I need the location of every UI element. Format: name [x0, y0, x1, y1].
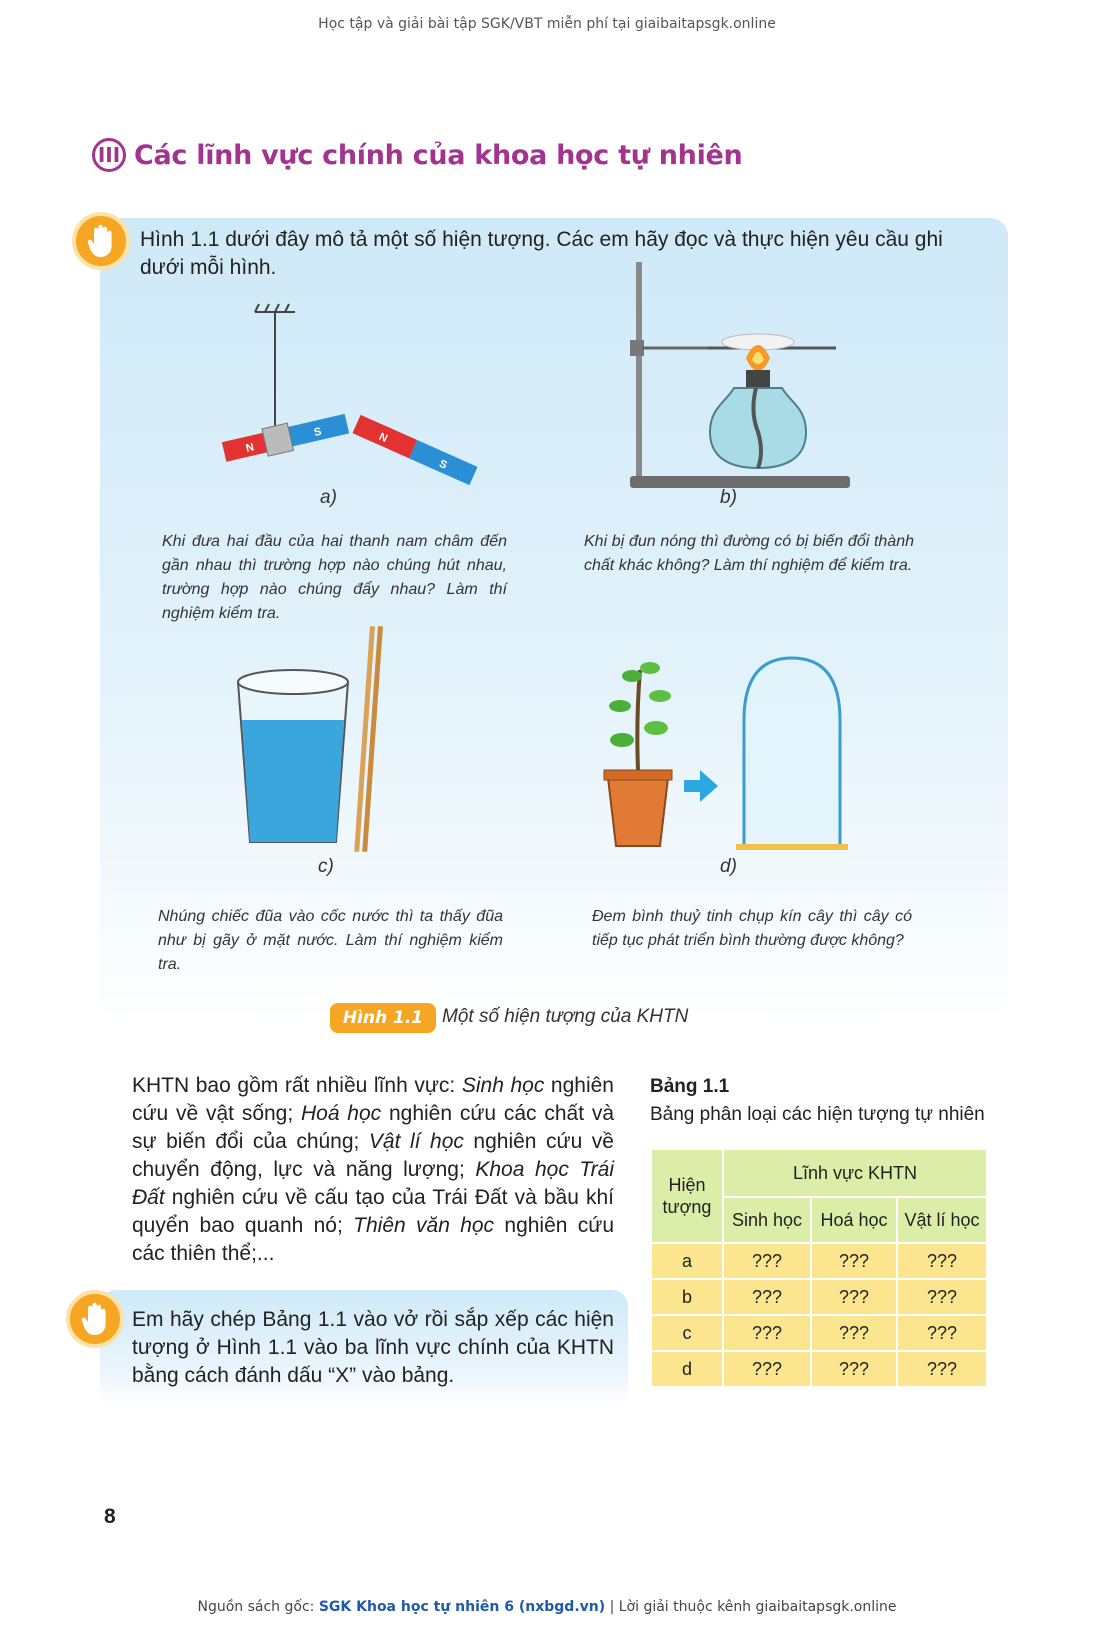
figure-a-label: a) [320, 487, 337, 508]
table-cell: ??? [723, 1243, 811, 1279]
figure-caption-badge: Hình 1.1 [330, 1003, 436, 1033]
paragraph-text: nghiên cứu về cấu tạo của Trái Đất và bầu khí quyển bao quanh nó; [132, 1186, 614, 1237]
table-cell: ??? [811, 1351, 897, 1387]
table-subtitle: Bảng phân loại các hiện tượng tự nhiên [650, 1104, 985, 1125]
row-label: d [651, 1351, 723, 1387]
section-heading [92, 138, 742, 172]
magnet-pole-s: S [312, 425, 323, 440]
table-cell: ??? [723, 1315, 811, 1351]
source-link[interactable]: SGK Khoa học tự nhiên 6 (nxbgd.vn) [318, 1599, 606, 1615]
body-paragraph [132, 1072, 614, 1268]
column-header: Sinh học [723, 1197, 811, 1243]
column-header: Vật lí học [897, 1197, 987, 1243]
table-row [651, 1243, 987, 1279]
figure-c-label: c) [318, 856, 334, 877]
table-row [651, 1315, 987, 1351]
figure-c-glass [232, 620, 402, 860]
paragraph-text: nghiên cứu về chuyển động, lực và năng lượng; [132, 1130, 614, 1181]
field-name: Khoa học Trái Đất [132, 1158, 614, 1209]
table-cell: ??? [723, 1351, 811, 1387]
table-cell: ??? [897, 1279, 987, 1315]
figure-a-caption: Khi đưa hai đầu của hai thanh nam châm đến gần nhau thì trường hợp nào chúng hút nhau, trường hợp nào chúng đẩy nhau? Làm thí nghiệm kiểm tra. [162, 533, 507, 622]
bottom-credit [0, 1599, 1094, 1615]
paragraph-text: nghiên cứu các thiên thể;... [132, 1214, 615, 1265]
page-number: 8 [104, 1505, 116, 1528]
row-label: c [651, 1315, 723, 1351]
figure-d-plant [596, 650, 886, 856]
table-cell: ??? [897, 1243, 987, 1279]
task-text: Em hãy chép Bảng 1.1 vào vở rồi sắp xếp các hiện tượng ở Hình 1.1 vào ba lĩnh vực chính của KHTN bằng cách đánh dấu “X” vào bảng. [132, 1308, 614, 1387]
magnet-pole-n: N [244, 441, 256, 455]
column-header: Hoá học [811, 1197, 897, 1243]
table-cell: ??? [897, 1351, 987, 1387]
field-name: Hoá học [300, 1102, 382, 1125]
group-header: Lĩnh vực KHTN [723, 1149, 987, 1197]
table-cell: ??? [811, 1315, 897, 1351]
figure-c-caption: Nhúng chiếc đũa vào cốc nước thì ta thấy đũa như bị gãy ở mặt nước. Làm thí nghiệm kiểm tra. [158, 908, 503, 973]
figure-d-label: d) [720, 856, 737, 877]
section-title: Các lĩnh vực chính của khoa học tự nhiên [134, 139, 743, 171]
row-header: Hiện tượng [651, 1149, 723, 1243]
top-credit: Học tập và giải bài tập SGK/VBT miễn phí tại giaibaitapsgk.online [318, 16, 776, 32]
hand-icon [66, 1290, 124, 1348]
figure-d-caption: Đem bình thuỷ tinh chụp kín cây thì cây có tiếp tục phát triển bình thường được không? [592, 908, 912, 949]
paragraph-text: KHTN bao gồm rất nhiều lĩnh vực: [132, 1074, 462, 1097]
field-name: Sinh học [461, 1074, 545, 1097]
magnet-pole-s: S [437, 457, 449, 472]
table-cell: ??? [811, 1279, 897, 1315]
figure-a-magnets [215, 300, 495, 500]
activity-intro: Hình 1.1 dưới đây mô tả một số hiện tượng. Các em hãy đọc và thực hiện yêu cầu ghi dưới mỗi hình. [140, 228, 943, 279]
paragraph-text: nghiên cứu về vật sống; [132, 1074, 614, 1125]
table-cell: ??? [723, 1279, 811, 1315]
field-name: Thiên văn học [353, 1214, 495, 1237]
figure-b-label: b) [720, 487, 737, 508]
row-label: b [651, 1279, 723, 1315]
paragraph-text: nghiên cứu các chất và sự biến đổi của chúng; [132, 1102, 614, 1153]
table-row [651, 1351, 987, 1387]
table-row [651, 1279, 987, 1315]
figure-caption-text: Một số hiện tượng của KHTN [442, 1006, 689, 1027]
table-title: Bảng 1.1 [650, 1076, 730, 1097]
figure-b-caption: Khi bị đun nóng thì đường có bị biến đổi thành chất khác không? Làm thí nghiệm để kiểm tra. [584, 533, 914, 574]
credit-suffix: | Lời giải thuộc kênh giaibaitapsgk.online [605, 1599, 897, 1615]
table-cell: ??? [811, 1243, 897, 1279]
row-label: a [651, 1243, 723, 1279]
figure-b-heating [630, 262, 860, 494]
magnet-pole-n: N [377, 430, 390, 446]
section-number-badge: III [92, 138, 126, 172]
table-cell: ??? [897, 1315, 987, 1351]
field-name: Vật lí học [368, 1130, 464, 1153]
classification-table [650, 1148, 988, 1388]
hand-icon [72, 212, 130, 270]
credit-prefix: Nguồn sách gốc: [197, 1599, 319, 1615]
